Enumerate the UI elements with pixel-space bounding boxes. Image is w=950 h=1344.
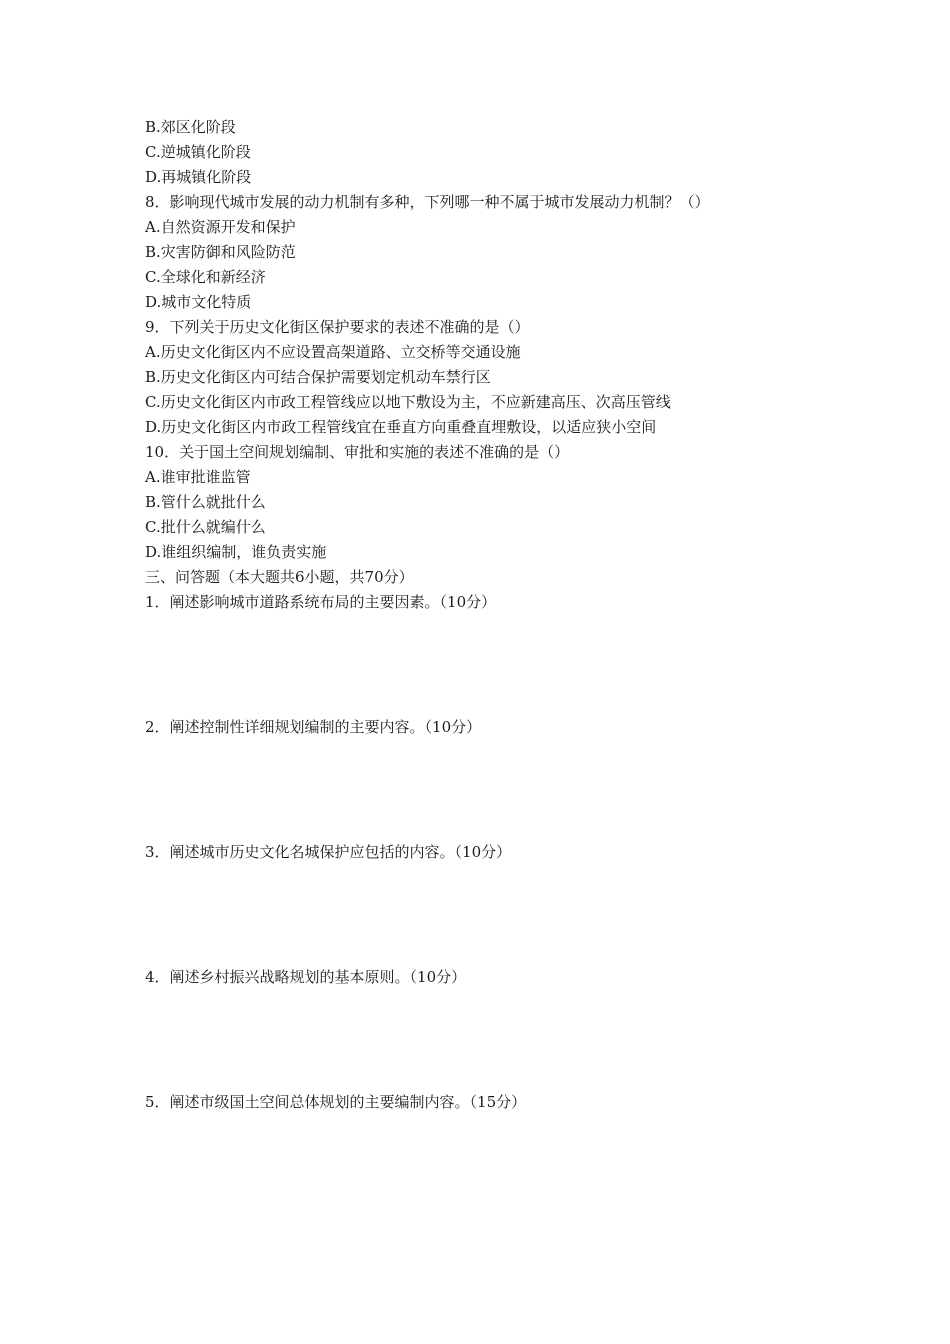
q8-option-a: A.自然资源开发和保护 [145, 218, 296, 236]
q10-option-a: A.谁审批谁监管 [145, 468, 251, 486]
essay-question-1: 1．阐述影响城市道路系统布局的主要因素。（10分） [145, 593, 497, 611]
section-3-heading: 三、问答题（本大题共6小题，共70分） [145, 568, 414, 586]
q10-option-d: D.谁组织编制，谁负责实施 [145, 543, 327, 561]
q7-option-c: C.逆城镇化阶段 [145, 143, 251, 161]
q9-option-c: C.历史文化街区内市政工程管线应以地下敷设为主，不应新建高压、次高压管线 [145, 393, 671, 411]
q8-option-c: C.全球化和新经济 [145, 268, 266, 286]
q10-option-b: B.管什么就批什么 [145, 493, 266, 511]
q8-option-d: D.城市文化特质 [145, 293, 252, 311]
document-page [145, 115, 865, 1115]
q10-stem: 10．关于国土空间规划编制、审批和实施的表述不准确的是（） [145, 443, 570, 461]
q8-option-b: B.灾害防御和风险防范 [145, 243, 296, 261]
q8-stem: 8．影响现代城市发展的动力机制有多种，下列哪一种不属于城市发展动力机制？（） [145, 193, 710, 211]
essay-question-3: 3．阐述城市历史文化名城保护应包括的内容。（10分） [145, 843, 512, 861]
q9-option-a: A.历史文化街区内不应设置高架道路、立交桥等交通设施 [145, 343, 521, 361]
q7-option-d: D.再城镇化阶段 [145, 168, 252, 186]
q9-option-b: B.历史文化街区内可结合保护需要划定机动车禁行区 [145, 368, 491, 386]
q7-option-b: B.郊区化阶段 [145, 118, 236, 136]
essay-question-2: 2．阐述控制性详细规划编制的主要内容。（10分） [145, 718, 482, 736]
essay-question-4: 4．阐述乡村振兴战略规划的基本原则。（10分） [145, 968, 467, 986]
q9-option-d: D.历史文化街区内市政工程管线宜在垂直方向重叠直埋敷设，以适应狭小空间 [145, 418, 657, 436]
q9-stem: 9．下列关于历史文化街区保护要求的表述不准确的是（） [145, 318, 530, 336]
essay-question-5: 5．阐述市级国土空间总体规划的主要编制内容。（15分） [145, 1093, 527, 1111]
q10-option-c: C.批什么就编什么 [145, 518, 266, 536]
